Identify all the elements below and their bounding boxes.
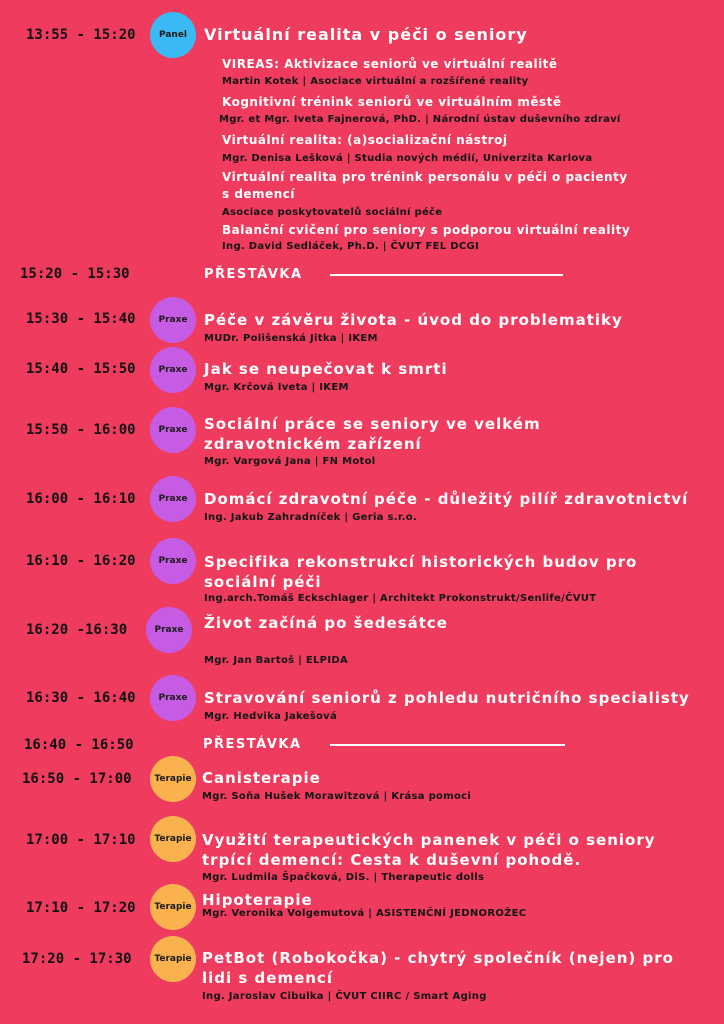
session-title: Život začíná po šedesátce: [204, 614, 448, 632]
time-slot: 16:40 - 16:50: [24, 737, 134, 753]
session-title: Specifika rekonstrukcí historických budov pro: [204, 553, 638, 571]
talk-title: VIREAS: Aktivizace seniorů ve virtuální realitě: [222, 57, 558, 71]
session-title: Využití terapeutických panenek v péči o seniory: [202, 831, 656, 849]
time-slot: 16:30 - 16:40: [26, 690, 136, 706]
session-title: Canisterapie: [202, 769, 321, 787]
panel-badge: Panel: [150, 12, 196, 58]
session-speaker: MUDr. Polišenská Jitka | IKEM: [204, 333, 378, 344]
praxe-badge: Praxe: [146, 607, 192, 653]
session-speaker: Ing.arch.Tomáš Eckschlager | Architekt Prokonstrukt/Senlife/ČVUT: [204, 593, 597, 604]
talk-title-cont: s demencí: [222, 187, 295, 201]
time-slot: 15:50 - 16:00: [26, 422, 136, 438]
session-title: PetBot (Robokočka) - chytrý společník (nejen) pro: [202, 949, 674, 967]
session-title: Domácí zdravotní péče - důležitý pilíř zdravotnictví: [204, 490, 689, 508]
talk-title: Virtuální realita: (a)socializační nástroj: [222, 133, 508, 147]
terapie-badge-line: ie: [182, 954, 192, 964]
terapie-badge: [150, 884, 196, 930]
talk-speaker: Ing. David Sedláček, Ph.D. | ČVUT FEL DCGI: [222, 241, 480, 252]
session-title: Jak se neupečovat k smrti: [204, 360, 448, 378]
break-label: PŘESTÁVKA: [204, 267, 303, 282]
session-speaker: Ing. Jaroslav Cibulka | ČVUT CIIRC / Smart Aging: [202, 991, 487, 1002]
terapie-badge-line: Terap: [154, 834, 183, 844]
session-title: Péče v závěru života - úvod do problematiky: [204, 311, 623, 329]
talk-speaker: Mgr. et Mgr. Iveta Fajnerová, PhD. | Národní ústav duševního zdraví: [219, 114, 621, 125]
session-speaker: Mgr. Jan Bartoš | ELPIDA: [204, 655, 348, 666]
terapie-badge-line: Terap: [154, 954, 183, 964]
talk-speaker: Asociace poskytovatelů sociální péče: [222, 207, 443, 218]
terapie-badge: [150, 756, 196, 802]
talk-title: Virtuální realita pro trénink personálu v péči o pacienty: [222, 170, 628, 184]
break-divider: [330, 744, 565, 746]
time-slot: 15:30 - 15:40: [26, 311, 136, 327]
praxe-badge: Praxe: [150, 347, 196, 393]
praxe-badge: Praxe: [150, 297, 196, 343]
session-title-cont: trpící demencí: Cesta k duševní pohodě.: [202, 851, 582, 869]
time-slot: 17:00 - 17:10: [26, 832, 136, 848]
session-title: Hipoterapie: [202, 891, 313, 909]
praxe-badge: Praxe: [150, 675, 196, 721]
time-slot: 16:00 - 16:10: [26, 491, 136, 507]
break-label: PŘESTÁVKA: [203, 737, 302, 752]
talk-title: Balanční cvičení pro seniory s podporou virtuální reality: [222, 223, 631, 237]
session-speaker: Mgr. Hedvika Jakešová: [204, 711, 338, 722]
session-title-cont: sociální péči: [204, 573, 322, 591]
praxe-badge: Praxe: [150, 476, 196, 522]
time-slot: 13:55 - 15:20: [26, 27, 136, 43]
talk-speaker: Mgr. Denisa Lešková | Studia nových médií, Univerzita Karlova: [222, 153, 593, 164]
time-slot: 17:10 - 17:20: [26, 900, 136, 916]
session-title-cont: lidi s demencí: [202, 969, 333, 987]
terapie-badge-line: Terap: [154, 774, 183, 784]
terapie-badge-line: Terap: [154, 902, 183, 912]
talk-speaker: Martin Kotek | Asociace virtuální a rozšířené reality: [222, 76, 529, 87]
session-speaker: Mgr. Ludmila Špačková, DiS. | Therapeutic dolls: [202, 872, 485, 883]
session-title-cont: zdravotnickém zařízení: [204, 435, 422, 453]
session-title: Stravování seniorů z pohledu nutričního specialisty: [204, 689, 690, 707]
terapie-badge-line: ie: [182, 902, 192, 912]
session-speaker: Mgr. Veronika Volgemutová | ASISTENČNÍ JEDNOROŽEC: [202, 908, 527, 919]
session-title: Sociální práce se seniory ve velkém: [204, 415, 541, 433]
break-divider: [330, 274, 563, 276]
time-slot: 15:20 - 15:30: [20, 266, 130, 282]
praxe-badge: Praxe: [150, 407, 196, 453]
praxe-badge: Praxe: [150, 538, 196, 584]
talk-title: Kognitivní trénink seniorů ve virtuálním městě: [222, 95, 562, 109]
session-speaker: Mgr. Soňa Hušek Morawitzová | Krása pomoci: [202, 791, 472, 802]
session-speaker: Mgr. Vargová Jana | FN Motol: [204, 456, 376, 467]
terapie-badge: [150, 936, 196, 982]
session-speaker: Mgr. Krčová Iveta | IKEM: [204, 382, 349, 393]
session-speaker: Ing. Jakub Zahradníček | Geria s.r.o.: [204, 512, 418, 523]
time-slot: 16:50 - 17:00: [22, 771, 132, 787]
session-title: Virtuální realita v péči o seniory: [204, 25, 528, 44]
time-slot: 16:20 -16:30: [26, 622, 128, 638]
terapie-badge-line: ie: [182, 834, 192, 844]
time-slot: 15:40 - 15:50: [26, 361, 136, 377]
terapie-badge-line: ie: [182, 774, 192, 784]
terapie-badge: [150, 816, 196, 862]
time-slot: 16:10 - 16:20: [26, 553, 136, 569]
time-slot: 17:20 - 17:30: [22, 951, 132, 967]
